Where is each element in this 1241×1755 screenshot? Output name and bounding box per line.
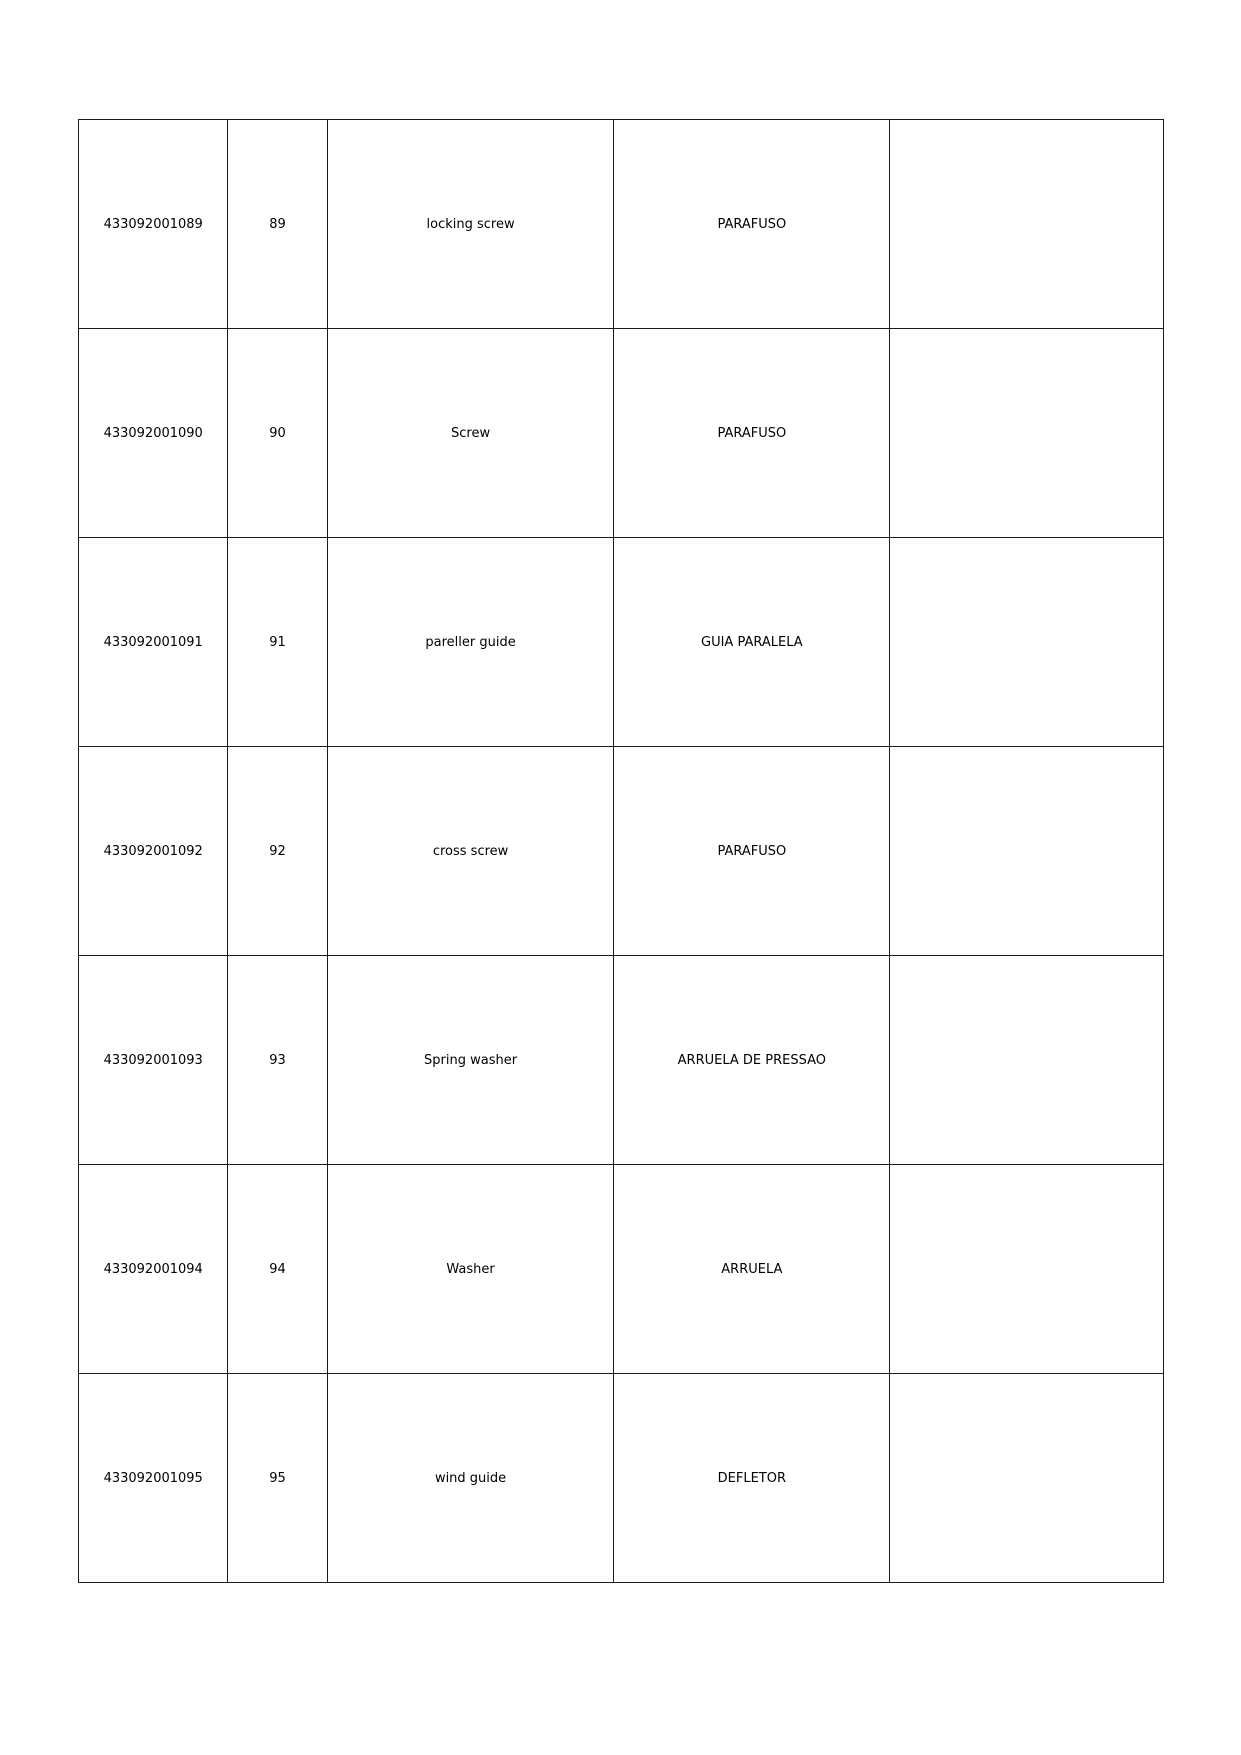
- item-number-cell: 95: [228, 1374, 327, 1583]
- item-number-cell: 90: [228, 329, 327, 538]
- table-row: [79, 120, 1164, 329]
- description-pt-cell: PARAFUSO: [614, 120, 890, 329]
- description-pt-cell: GUIA PARALELA: [614, 538, 890, 747]
- table-row: [79, 1374, 1164, 1583]
- part-code-cell: 433092001094: [79, 1165, 228, 1374]
- description-en-cell: Washer: [327, 1165, 614, 1374]
- notes-cell: [890, 538, 1164, 747]
- part-code-cell: 433092001092: [79, 747, 228, 956]
- description-en-cell: cross screw: [327, 747, 614, 956]
- description-en-cell: locking screw: [327, 120, 614, 329]
- part-code-cell: 433092001089: [79, 120, 228, 329]
- item-number-cell: 92: [228, 747, 327, 956]
- table-row: [79, 538, 1164, 747]
- description-pt-cell: ARRUELA: [614, 1165, 890, 1374]
- description-en-cell: pareller guide: [327, 538, 614, 747]
- table-row: [79, 747, 1164, 956]
- item-number-cell: 93: [228, 956, 327, 1165]
- notes-cell: [890, 329, 1164, 538]
- notes-cell: [890, 747, 1164, 956]
- description-pt-cell: PARAFUSO: [614, 747, 890, 956]
- item-number-cell: 89: [228, 120, 327, 329]
- description-pt-cell: PARAFUSO: [614, 329, 890, 538]
- notes-cell: [890, 1165, 1164, 1374]
- table-row: [79, 956, 1164, 1165]
- table-row: [79, 1165, 1164, 1374]
- part-code-cell: 433092001090: [79, 329, 228, 538]
- parts-table: [78, 119, 1164, 1583]
- description-en-cell: Screw: [327, 329, 614, 538]
- part-code-cell: 433092001093: [79, 956, 228, 1165]
- notes-cell: [890, 956, 1164, 1165]
- description-pt-cell: ARRUELA DE PRESSAO: [614, 956, 890, 1165]
- description-en-cell: Spring washer: [327, 956, 614, 1165]
- description-pt-cell: DEFLETOR: [614, 1374, 890, 1583]
- item-number-cell: 91: [228, 538, 327, 747]
- item-number-cell: 94: [228, 1165, 327, 1374]
- description-en-cell: wind guide: [327, 1374, 614, 1583]
- part-code-cell: 433092001091: [79, 538, 228, 747]
- part-code-cell: 433092001095: [79, 1374, 228, 1583]
- table-row: [79, 329, 1164, 538]
- notes-cell: [890, 120, 1164, 329]
- notes-cell: [890, 1374, 1164, 1583]
